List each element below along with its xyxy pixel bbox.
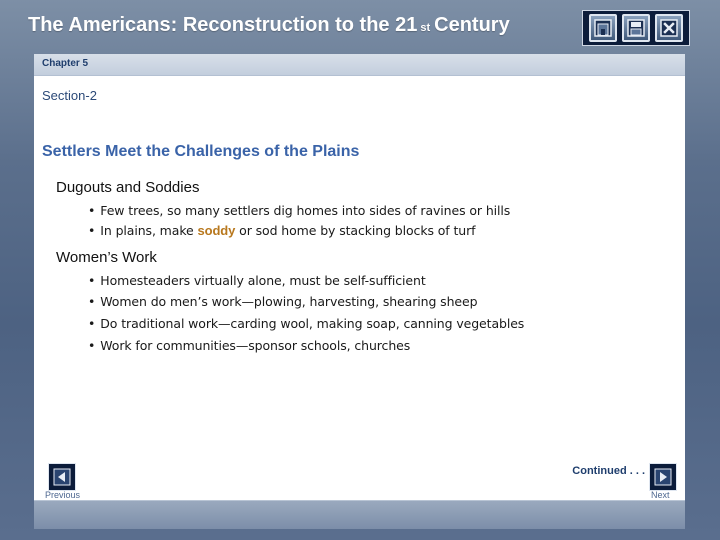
topic-heading-dugouts: Dugouts and Soddies xyxy=(56,179,200,196)
bullet-text: or sod home by stacking blocks of turf xyxy=(235,223,476,238)
home-button[interactable] xyxy=(589,14,617,42)
continued-label: Continued . . . xyxy=(572,465,645,477)
next-label: Next xyxy=(651,490,670,500)
bullet-text: In plains, make xyxy=(100,223,198,238)
close-button[interactable] xyxy=(655,14,683,42)
slide-content xyxy=(34,54,685,528)
home-icon xyxy=(594,19,612,37)
bullet-marker: • xyxy=(88,203,96,218)
toolbar xyxy=(582,10,690,46)
previous-label: Previous xyxy=(45,490,81,500)
title-superscript: st xyxy=(420,22,431,34)
bullet-item xyxy=(88,223,475,238)
bullet-text: Work for communities—sponsor schools, churches xyxy=(100,338,411,353)
bullet-marker: • xyxy=(88,273,96,288)
presentation-title xyxy=(28,10,510,40)
close-icon xyxy=(660,19,678,37)
bullet-text: Few trees, so many settlers dig homes into sides of ravines or hills xyxy=(100,203,511,218)
arrow-left-icon xyxy=(53,468,71,486)
title-text-end: Century xyxy=(434,14,510,36)
bullet-marker: • xyxy=(88,294,96,309)
bullet-text: Homesteaders virtually alone, must be self-sufficient xyxy=(100,273,426,288)
section-label: Section-2 xyxy=(42,88,97,103)
next-button[interactable] xyxy=(649,463,677,491)
bullet-text: Do traditional work—carding wool, making soap, canning vegetables xyxy=(100,316,525,331)
bullet-item xyxy=(88,273,426,288)
topic-heading-womens-work: Women’s Work xyxy=(56,249,157,266)
bullet-item xyxy=(88,294,477,309)
save-icon xyxy=(627,19,645,37)
key-term-soddy[interactable]: soddy xyxy=(197,223,236,238)
chapter-label: Chapter 5 xyxy=(42,58,89,69)
title-text-main: The Americans: Reconstruction to the 21 xyxy=(28,14,418,36)
bullet-marker: • xyxy=(88,338,96,353)
arrow-right-icon xyxy=(654,468,672,486)
chapter-bar xyxy=(34,54,685,76)
bullet-item xyxy=(88,203,510,218)
bullet-item xyxy=(88,316,524,331)
bullet-text: Women do men’s work—plowing, harvesting, shearing sheep xyxy=(100,294,478,309)
slide-title: Settlers Meet the Challenges of the Plains xyxy=(42,143,360,160)
bullet-marker: • xyxy=(88,316,96,331)
footer-bar xyxy=(34,500,685,529)
previous-button[interactable] xyxy=(48,463,76,491)
bullet-marker: • xyxy=(88,223,96,238)
bullet-item xyxy=(88,338,410,353)
save-button[interactable] xyxy=(622,14,650,42)
